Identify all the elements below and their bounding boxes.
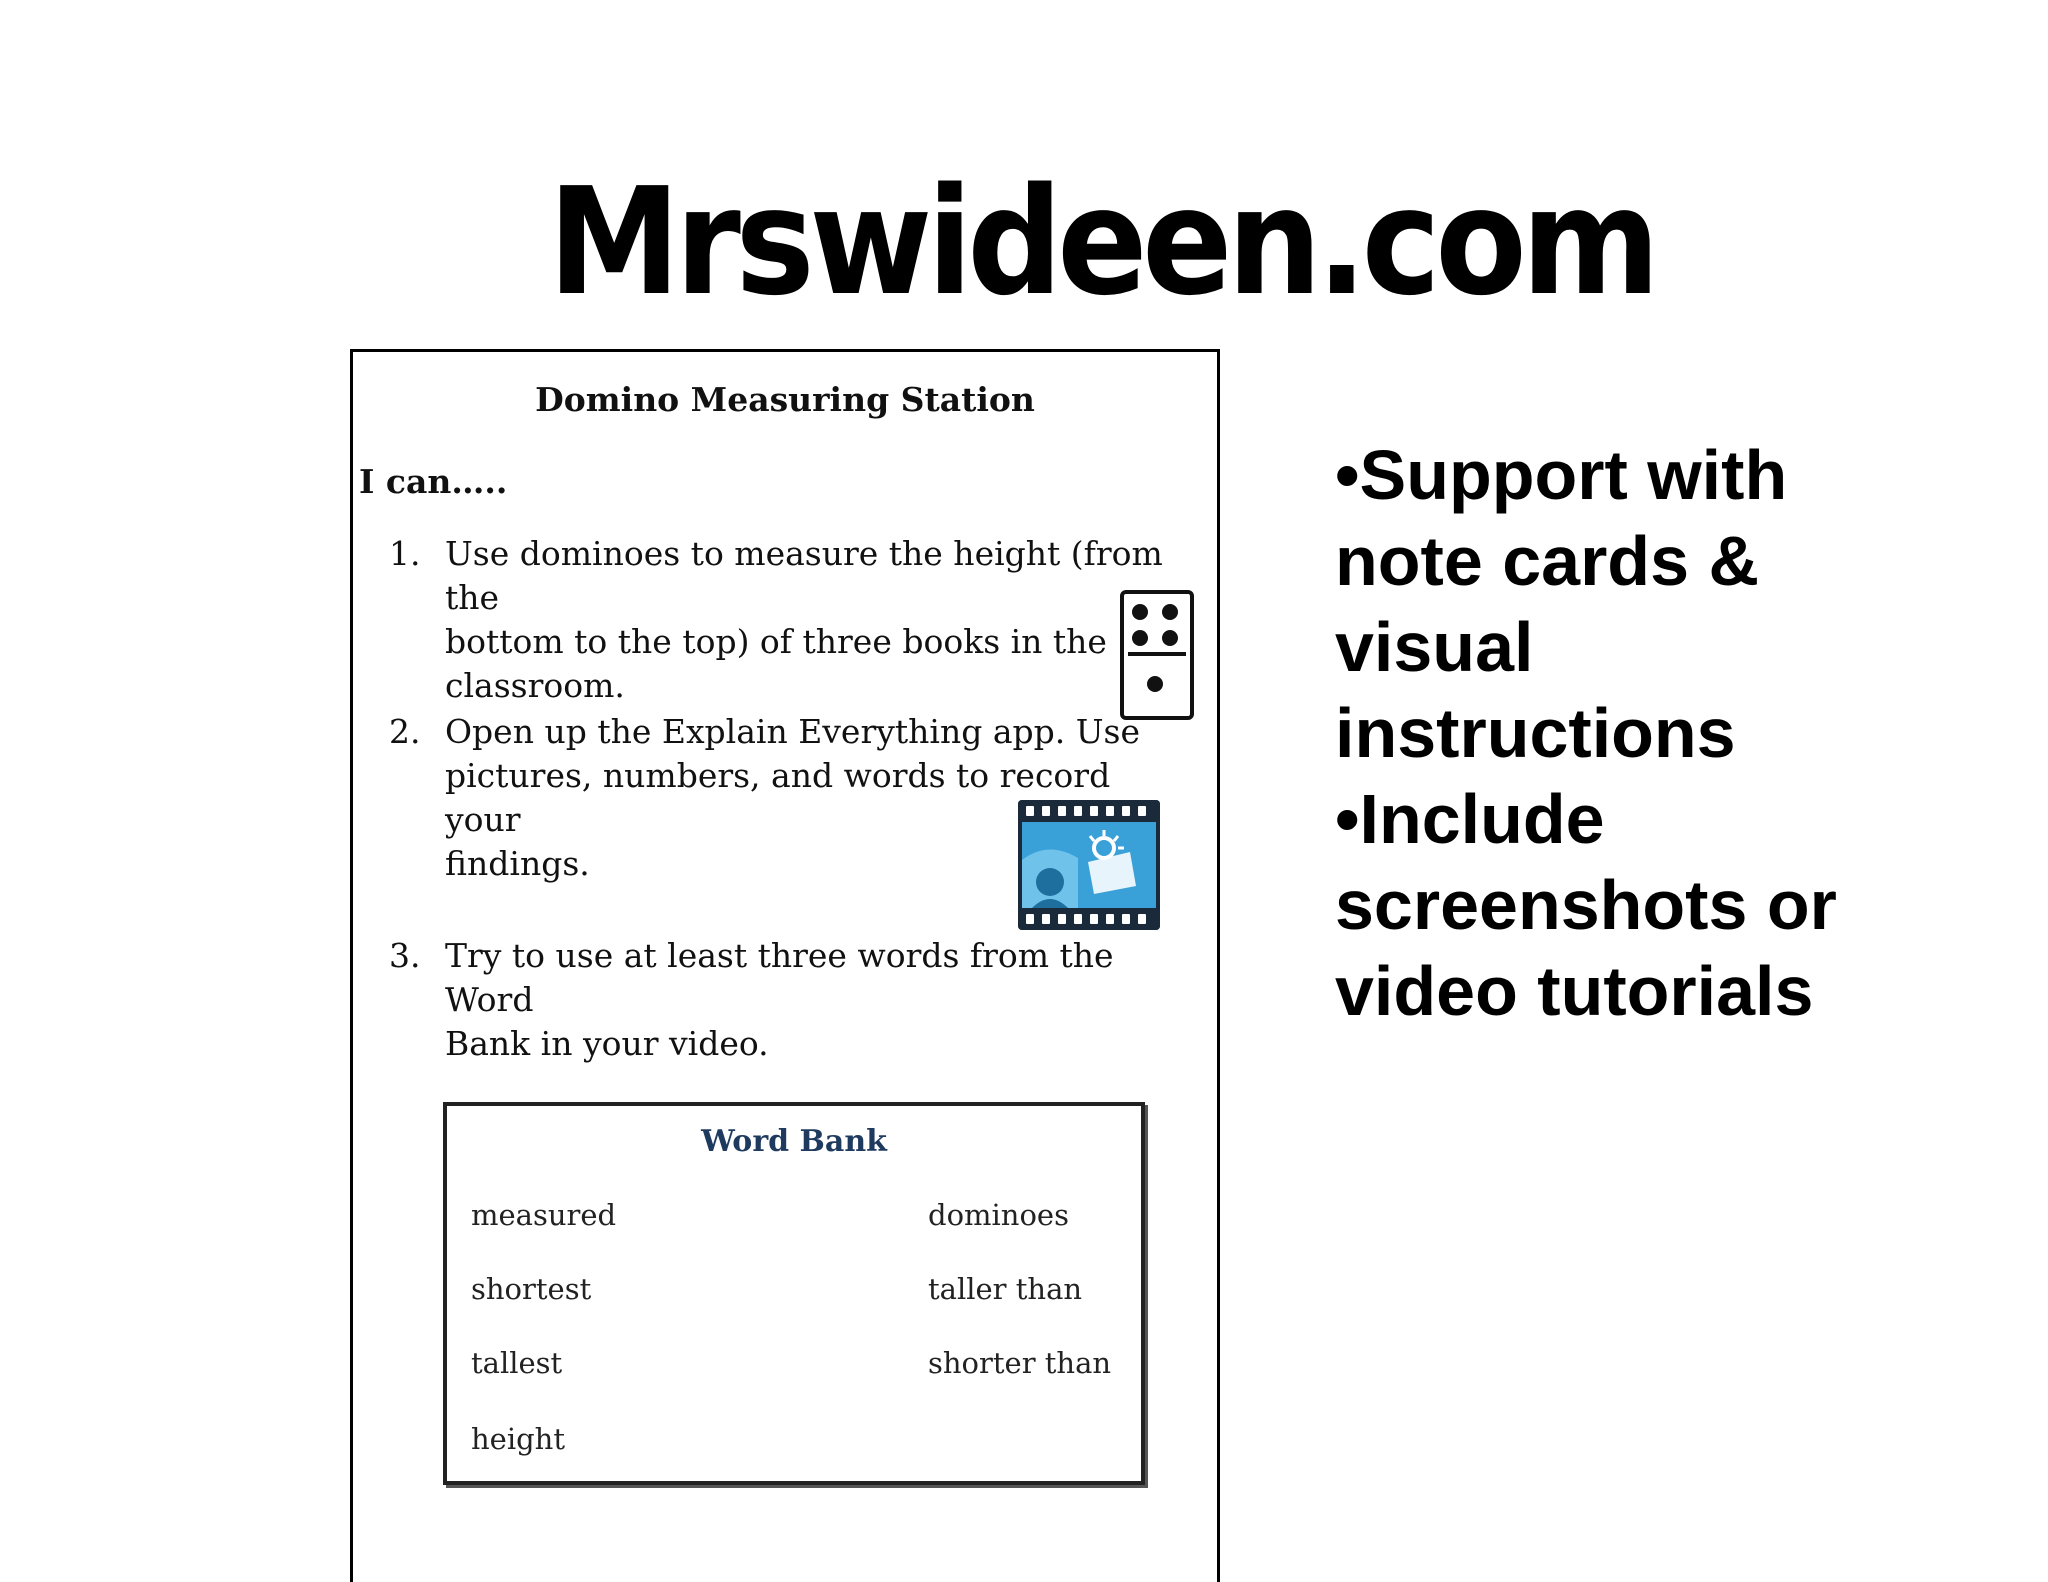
word-bank-word: dominoes bbox=[928, 1198, 1069, 1232]
step-line: bottom to the top) of three books in the bbox=[445, 622, 1107, 661]
word-bank-word: measured bbox=[471, 1198, 617, 1232]
bullet-line: instructions bbox=[1335, 694, 1736, 772]
step-line: Try to use at least three words from the Word bbox=[445, 936, 1114, 1019]
word-bank-word: shorter than bbox=[928, 1346, 1112, 1380]
bullet-line: video tutorials bbox=[1335, 952, 1814, 1030]
word-bank-word: taller than bbox=[928, 1272, 1083, 1306]
bullet-line: screenshots or bbox=[1335, 866, 1837, 944]
step-line: classroom. bbox=[445, 666, 625, 705]
step-number: 1. bbox=[389, 534, 421, 573]
bullet-list bbox=[1335, 432, 2015, 1034]
step-number: 2. bbox=[389, 712, 421, 751]
word-bank-word: tallest bbox=[471, 1346, 563, 1380]
i-can-heading: I can….. bbox=[359, 462, 508, 501]
domino-icon bbox=[1120, 590, 1194, 720]
explain-everything-app-icon bbox=[1018, 800, 1160, 930]
bullet-line: •Support with bbox=[1335, 436, 1788, 514]
word-bank-word: height bbox=[471, 1422, 566, 1456]
step-line: Use dominoes to measure the height (from the bbox=[445, 534, 1163, 617]
step-line: Open up the Explain Everything app. Use bbox=[445, 712, 1140, 751]
bullet-line: •Include bbox=[1335, 780, 1605, 858]
sheet-title: Domino Measuring Station bbox=[535, 380, 1035, 419]
step-line: findings. bbox=[445, 844, 590, 883]
step-number: 3. bbox=[389, 936, 421, 975]
word-bank-word: shortest bbox=[471, 1272, 592, 1306]
step-line: Bank in your video. bbox=[445, 1024, 769, 1063]
word-bank bbox=[443, 1102, 1145, 1485]
site-title: Mrswideen.com bbox=[548, 156, 1655, 328]
word-bank-title: Word Bank bbox=[701, 1124, 887, 1159]
instruction-sheet bbox=[350, 349, 1220, 1582]
bullet-line: note cards & bbox=[1335, 522, 1759, 600]
bullet-line: visual bbox=[1335, 608, 1534, 686]
step-line: pictures, numbers, and words to record your bbox=[445, 756, 1111, 839]
